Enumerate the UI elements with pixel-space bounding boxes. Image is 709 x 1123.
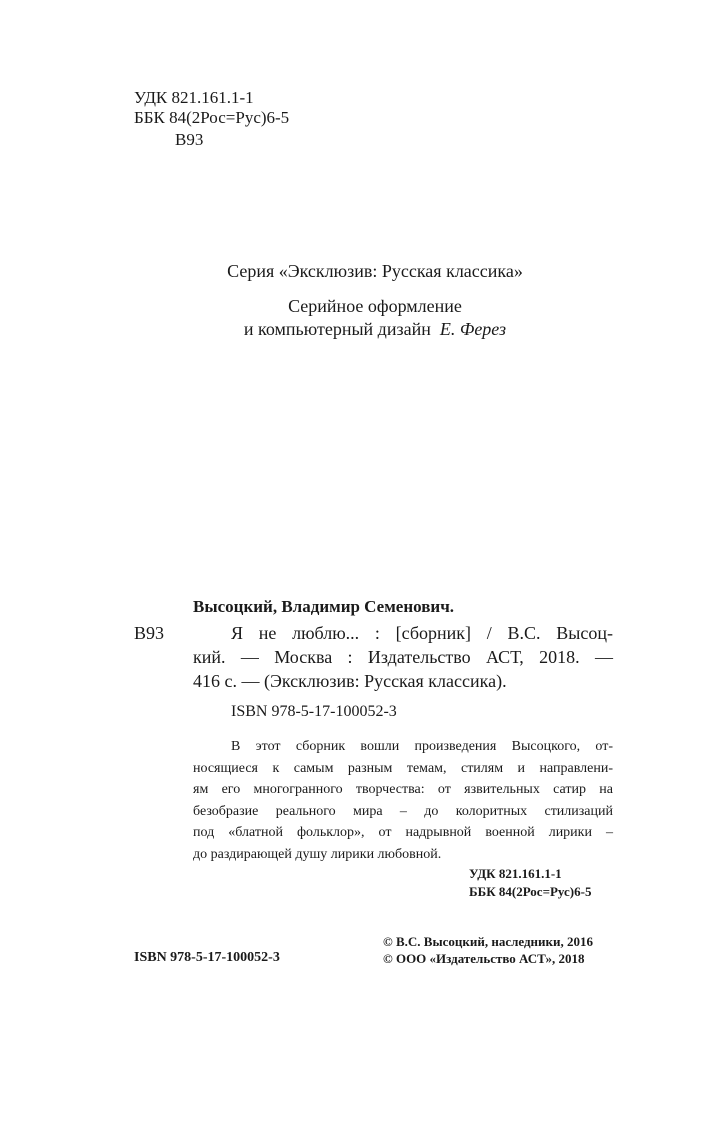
catalog-udk: УДК 821.161.1-1 bbox=[469, 866, 562, 881]
series-line: Серия «Эксклюзив: Русская классика» bbox=[227, 261, 523, 281]
annotation-line: ям его многогранного творчества: от язвительных сатир на bbox=[193, 782, 613, 798]
author-mark: В93 bbox=[175, 130, 204, 149]
entry-line-3: 416 с. — (Эксклюзив: Русская классика). bbox=[193, 671, 507, 691]
catalog-bbk: ББК 84(2Рос=Рус)6-5 bbox=[469, 884, 592, 899]
catalog-author: Высоцкий, Владимир Семенович. bbox=[193, 597, 455, 616]
designer-name: Е. Ферез bbox=[439, 319, 507, 339]
design-prefix: и компьютерный дизайн bbox=[243, 319, 431, 339]
annotation bbox=[193, 736, 613, 866]
annotation-line: под «блатной фольклор», от надрывной военной лирики – bbox=[193, 825, 613, 841]
entry-line-2: кий. — Москва : Издательство АСТ, 2018. — bbox=[193, 647, 613, 667]
annotation-line: до раздирающей душу лирики любовной. bbox=[193, 846, 442, 862]
entry-line-1: Я не люблю... : [сборник] / В.С. Высоц- bbox=[231, 623, 613, 643]
annotation-line: В этот сборник вошли произведения Высоцкого, от- bbox=[231, 739, 613, 754]
catalog-isbn: ISBN 978-5-17-100052-3 bbox=[231, 703, 397, 720]
copyright-publisher: © ООО «Издательство АСТ», 2018 bbox=[383, 951, 585, 966]
design-line-1: Серийное оформление bbox=[288, 296, 462, 316]
catalog-mark: В93 bbox=[134, 623, 165, 643]
footer-isbn: ISBN 978-5-17-100052-3 bbox=[134, 950, 280, 965]
annotation-line: безобразие реального мира – до колоритных стилизаций bbox=[193, 803, 613, 819]
udk-code: УДК 821.161.1-1 bbox=[134, 88, 254, 107]
annotation-line: носящиеся к самым разным темам, стилям и направлени- bbox=[193, 760, 613, 776]
copyright-author: © В.С. Высоцкий, наследники, 2016 bbox=[383, 934, 594, 949]
bbk-code: ББК 84(2Рос=Рус)6-5 bbox=[134, 108, 290, 127]
design-line-2 bbox=[0, 318, 709, 340]
